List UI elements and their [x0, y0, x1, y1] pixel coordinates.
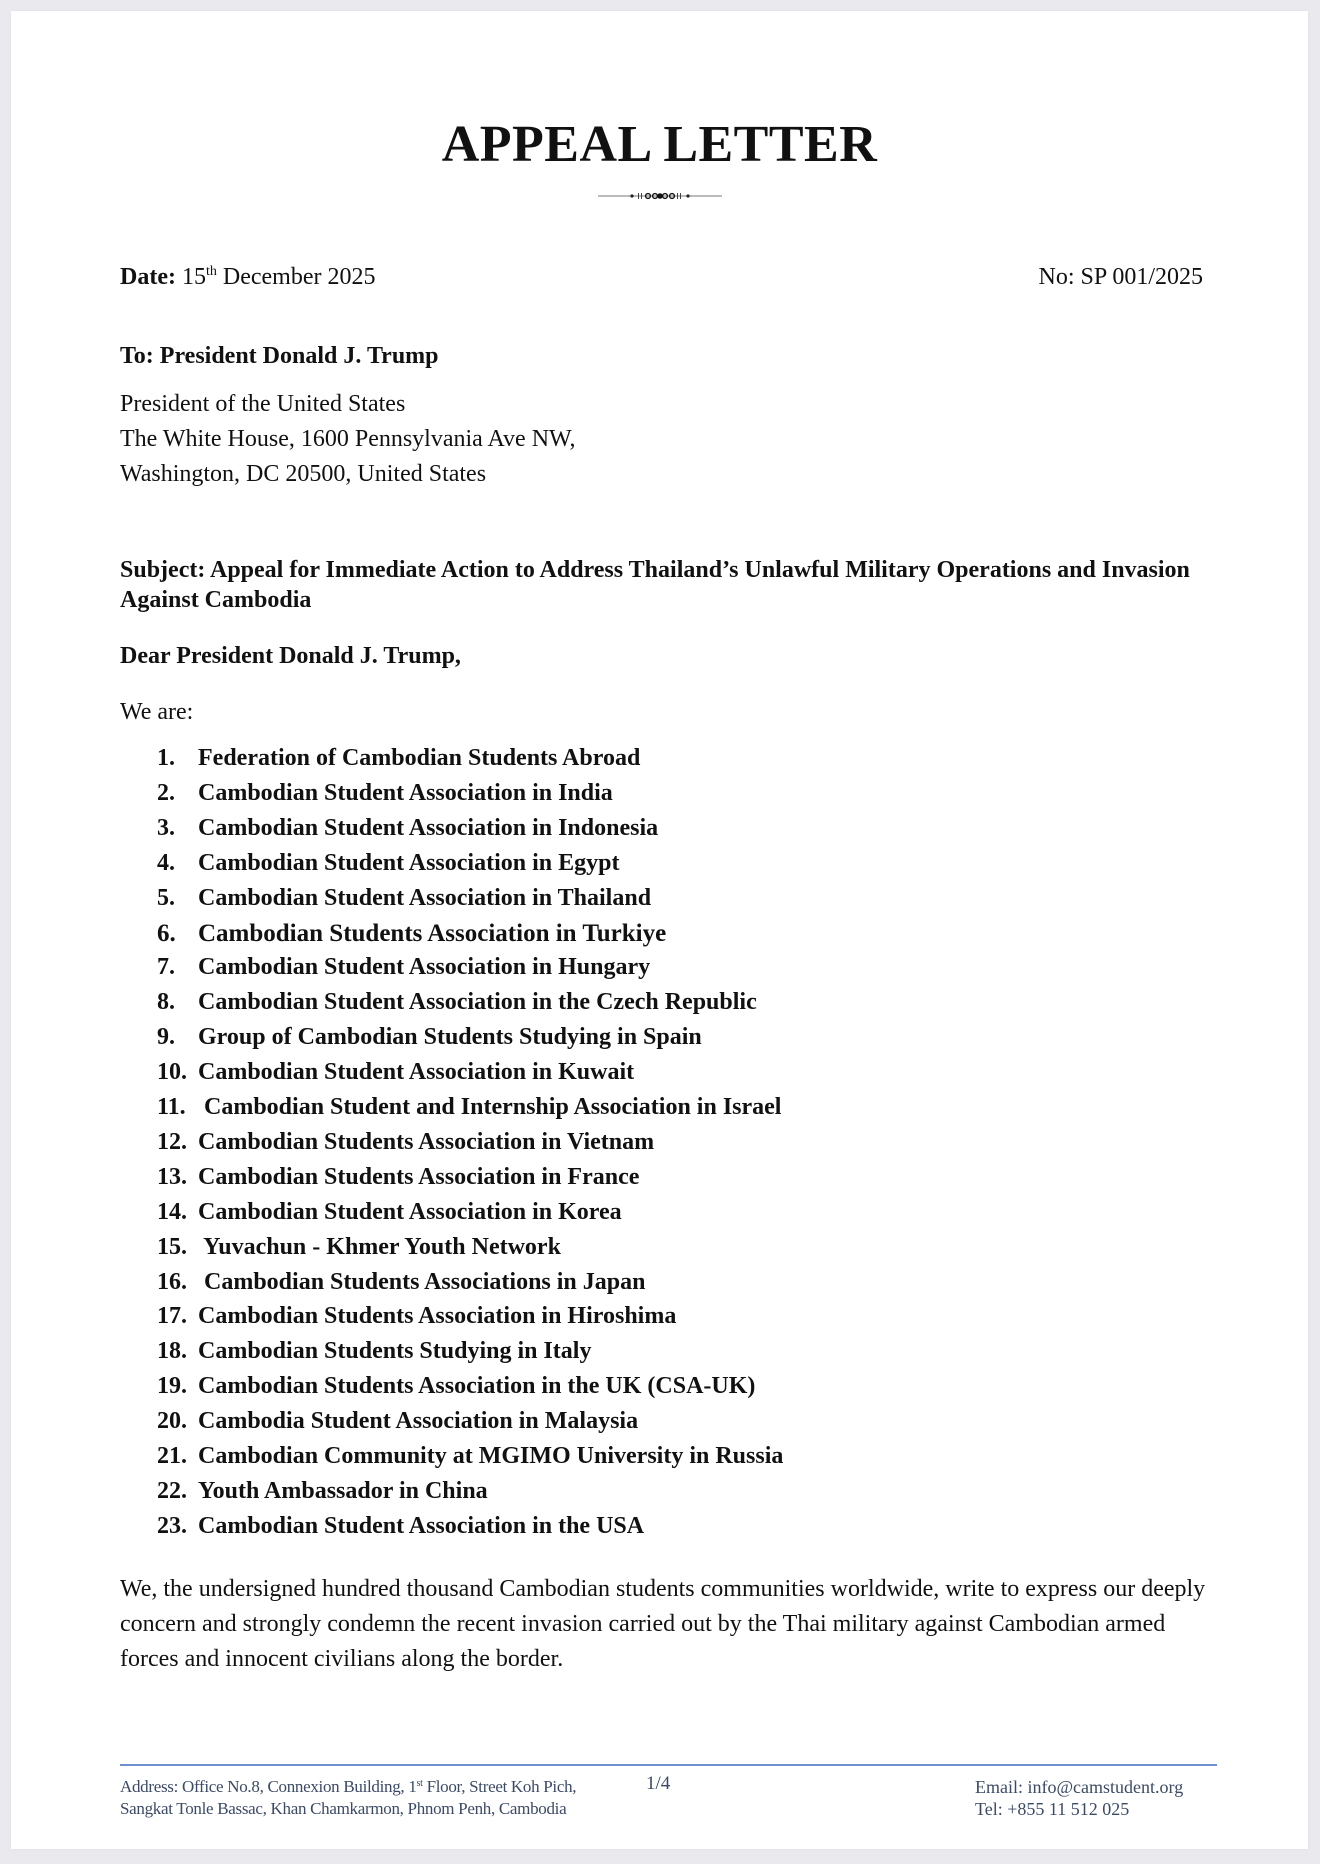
footer-email[interactable]: Email: info@camstudent.org	[975, 1777, 1184, 1797]
list-item: 3. Cambodian Student Association in Indonesia	[157, 814, 659, 841]
reference-number: No: SP 001/2025	[1038, 264, 1203, 290]
list-item: 9. Group of Cambodian Students Studying in Spain	[157, 1024, 702, 1051]
list-item: 22. Youth Ambassador in China	[157, 1477, 488, 1504]
recipient-address-line: President of the United States	[120, 391, 406, 417]
list-item: 5. Cambodian Student Association in Thailand	[157, 884, 652, 911]
list-item: 18. Cambodian Students Studying in Italy	[157, 1338, 592, 1365]
subject-line: Subject: Appeal for Immediate Action to Address Thailand’s Unlawful Military Operations and Invasion Against Cambodia	[120, 557, 1190, 613]
list-item: 14. Cambodian Student Association in Korea	[157, 1198, 622, 1225]
letter-page	[11, 11, 1308, 1849]
list-item: 23. Cambodian Student Association in the USA	[157, 1512, 645, 1539]
footer-address-line-2: Sangkat Tonle Bassac, Khan Chamkarmon, Phnom Penh, Cambodia	[120, 1799, 567, 1818]
list-item: 4. Cambodian Student Association in Egypt	[157, 849, 620, 876]
recipient-to-line: To: President Donald J. Trump	[120, 343, 439, 369]
recipient-address-line: The White House, 1600 Pennsylvania Ave NW,	[120, 426, 576, 452]
footer-address-line-1: Address: Office No.8, Connexion Building, 1st Floor, Street Koh Pich,	[120, 1777, 577, 1796]
list-item: 15. Yuvachun - Khmer Youth Network	[157, 1233, 561, 1260]
flourish-divider-icon	[598, 189, 722, 203]
list-item: 16. Cambodian Students Associations in Japan	[157, 1268, 646, 1295]
list-item: 17. Cambodian Students Association in Hiroshima	[157, 1303, 677, 1330]
footer-contact	[975, 1776, 1183, 1820]
salutation: Dear President Donald J. Trump,	[120, 643, 461, 669]
date-day: 15	[181, 264, 206, 290]
list-item: 1. Federation of Cambodian Students Abroad	[157, 745, 641, 771]
recipient-address-line: Washington, DC 20500, United States	[120, 461, 487, 487]
date-day-suffix: th	[205, 264, 217, 279]
list-item: 10. Cambodian Student Association in Kuwait	[157, 1059, 635, 1086]
list-item: 20. Cambodia Student Association in Malaysia	[157, 1408, 639, 1435]
list-item: 2. Cambodian Student Association in India	[157, 779, 613, 806]
list-item: 12. Cambodian Students Association in Vietnam	[157, 1128, 655, 1155]
footer-address	[120, 1776, 576, 1820]
intro-line: We are:	[120, 699, 194, 725]
page-title: APPEAL LETTER	[441, 116, 878, 173]
date-rest: December 2025	[216, 264, 376, 290]
list-item: 6. Cambodian Students Association in Turkiye	[157, 919, 667, 947]
list-item: 7. Cambodian Student Association in Hungary	[157, 954, 651, 981]
list-item: 13. Cambodian Students Association in France	[157, 1163, 640, 1190]
date-label: Date:	[120, 264, 176, 290]
page-indicator: 1/4	[646, 1773, 671, 1794]
list-item: 11. Cambodian Student and Internship Association in Israel	[157, 1094, 782, 1120]
letter-date	[120, 264, 375, 291]
list-item: 19. Cambodian Students Association in the UK (CSA-UK)	[157, 1373, 756, 1400]
footer-divider	[120, 1764, 1217, 1766]
footer-tel: Tel: +855 11 512 025	[975, 1799, 1130, 1819]
body-paragraph: We, the undersigned hundred thousand Cambodian students communities worldwide, write to express our deeply concern and strongly condemn the recent invasion carried out by the Thai military against Cambodian armed forces and innocent civilians along the border.	[120, 1576, 1206, 1672]
list-item: 21. Cambodian Community at MGIMO University in Russia	[157, 1443, 784, 1469]
list-item: 8. Cambodian Student Association in the Czech Republic	[157, 989, 757, 1016]
